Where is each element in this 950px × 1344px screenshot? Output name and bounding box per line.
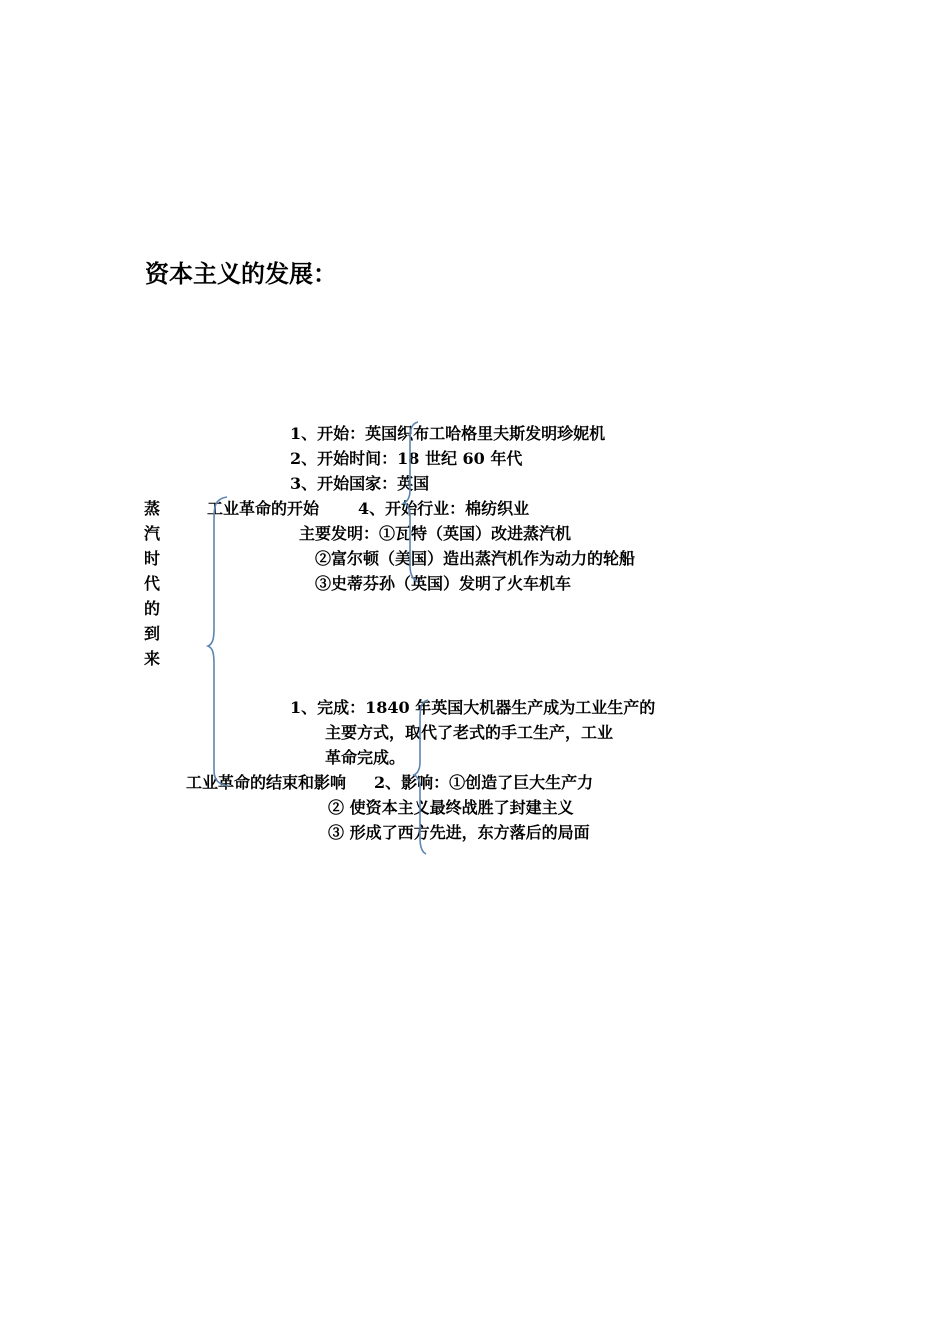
- root-char: 的: [144, 599, 161, 618]
- completion-line-3: 革命完成。: [325, 748, 406, 767]
- invention-1: 主要发明：①瓦特（英国）改进蒸汽机: [299, 524, 572, 543]
- page-title: 资本主义的发展：: [145, 259, 337, 288]
- branch-start-label: 工业革命的开始: [207, 499, 320, 518]
- completion-line-2: 主要方式，取代了老式的手工生产，工业: [325, 723, 614, 742]
- root-char: 汽: [144, 524, 161, 543]
- impact-1: 2、影响：①创造了巨大生产力: [374, 773, 594, 792]
- root-char: 时: [144, 549, 161, 568]
- impact-3: ③ 形成了西方先进，东方落后的局面: [328, 823, 590, 842]
- root-char: 蒸: [144, 499, 161, 518]
- start-item-1: 1、开始：英国织布工哈格里夫斯发明珍妮机: [290, 424, 606, 443]
- completion-line-1: 1、完成：1840 年英国大机器生产成为工业生产的: [290, 698, 656, 717]
- start-item-2: 2、开始时间：18 世纪 60 年代: [290, 449, 523, 468]
- impact-2: ② 使资本主义最终战胜了封建主义: [328, 798, 574, 817]
- branch-end-label: 工业革命的结束和影响: [186, 773, 347, 792]
- main-brace-icon: [208, 497, 228, 786]
- root-char: 代: [144, 574, 161, 593]
- root-char: 到: [144, 624, 161, 643]
- root-char: 来: [144, 649, 161, 668]
- start-item-3: 3、开始国家：英国: [290, 474, 430, 493]
- invention-2: ②富尔顿（美国）造出蒸汽机作为动力的轮船: [315, 549, 636, 568]
- invention-3: ③史蒂芬孙（英国）发明了火车机车: [315, 574, 572, 593]
- start-item-4: 4、开始行业：棉纺织业: [358, 499, 530, 518]
